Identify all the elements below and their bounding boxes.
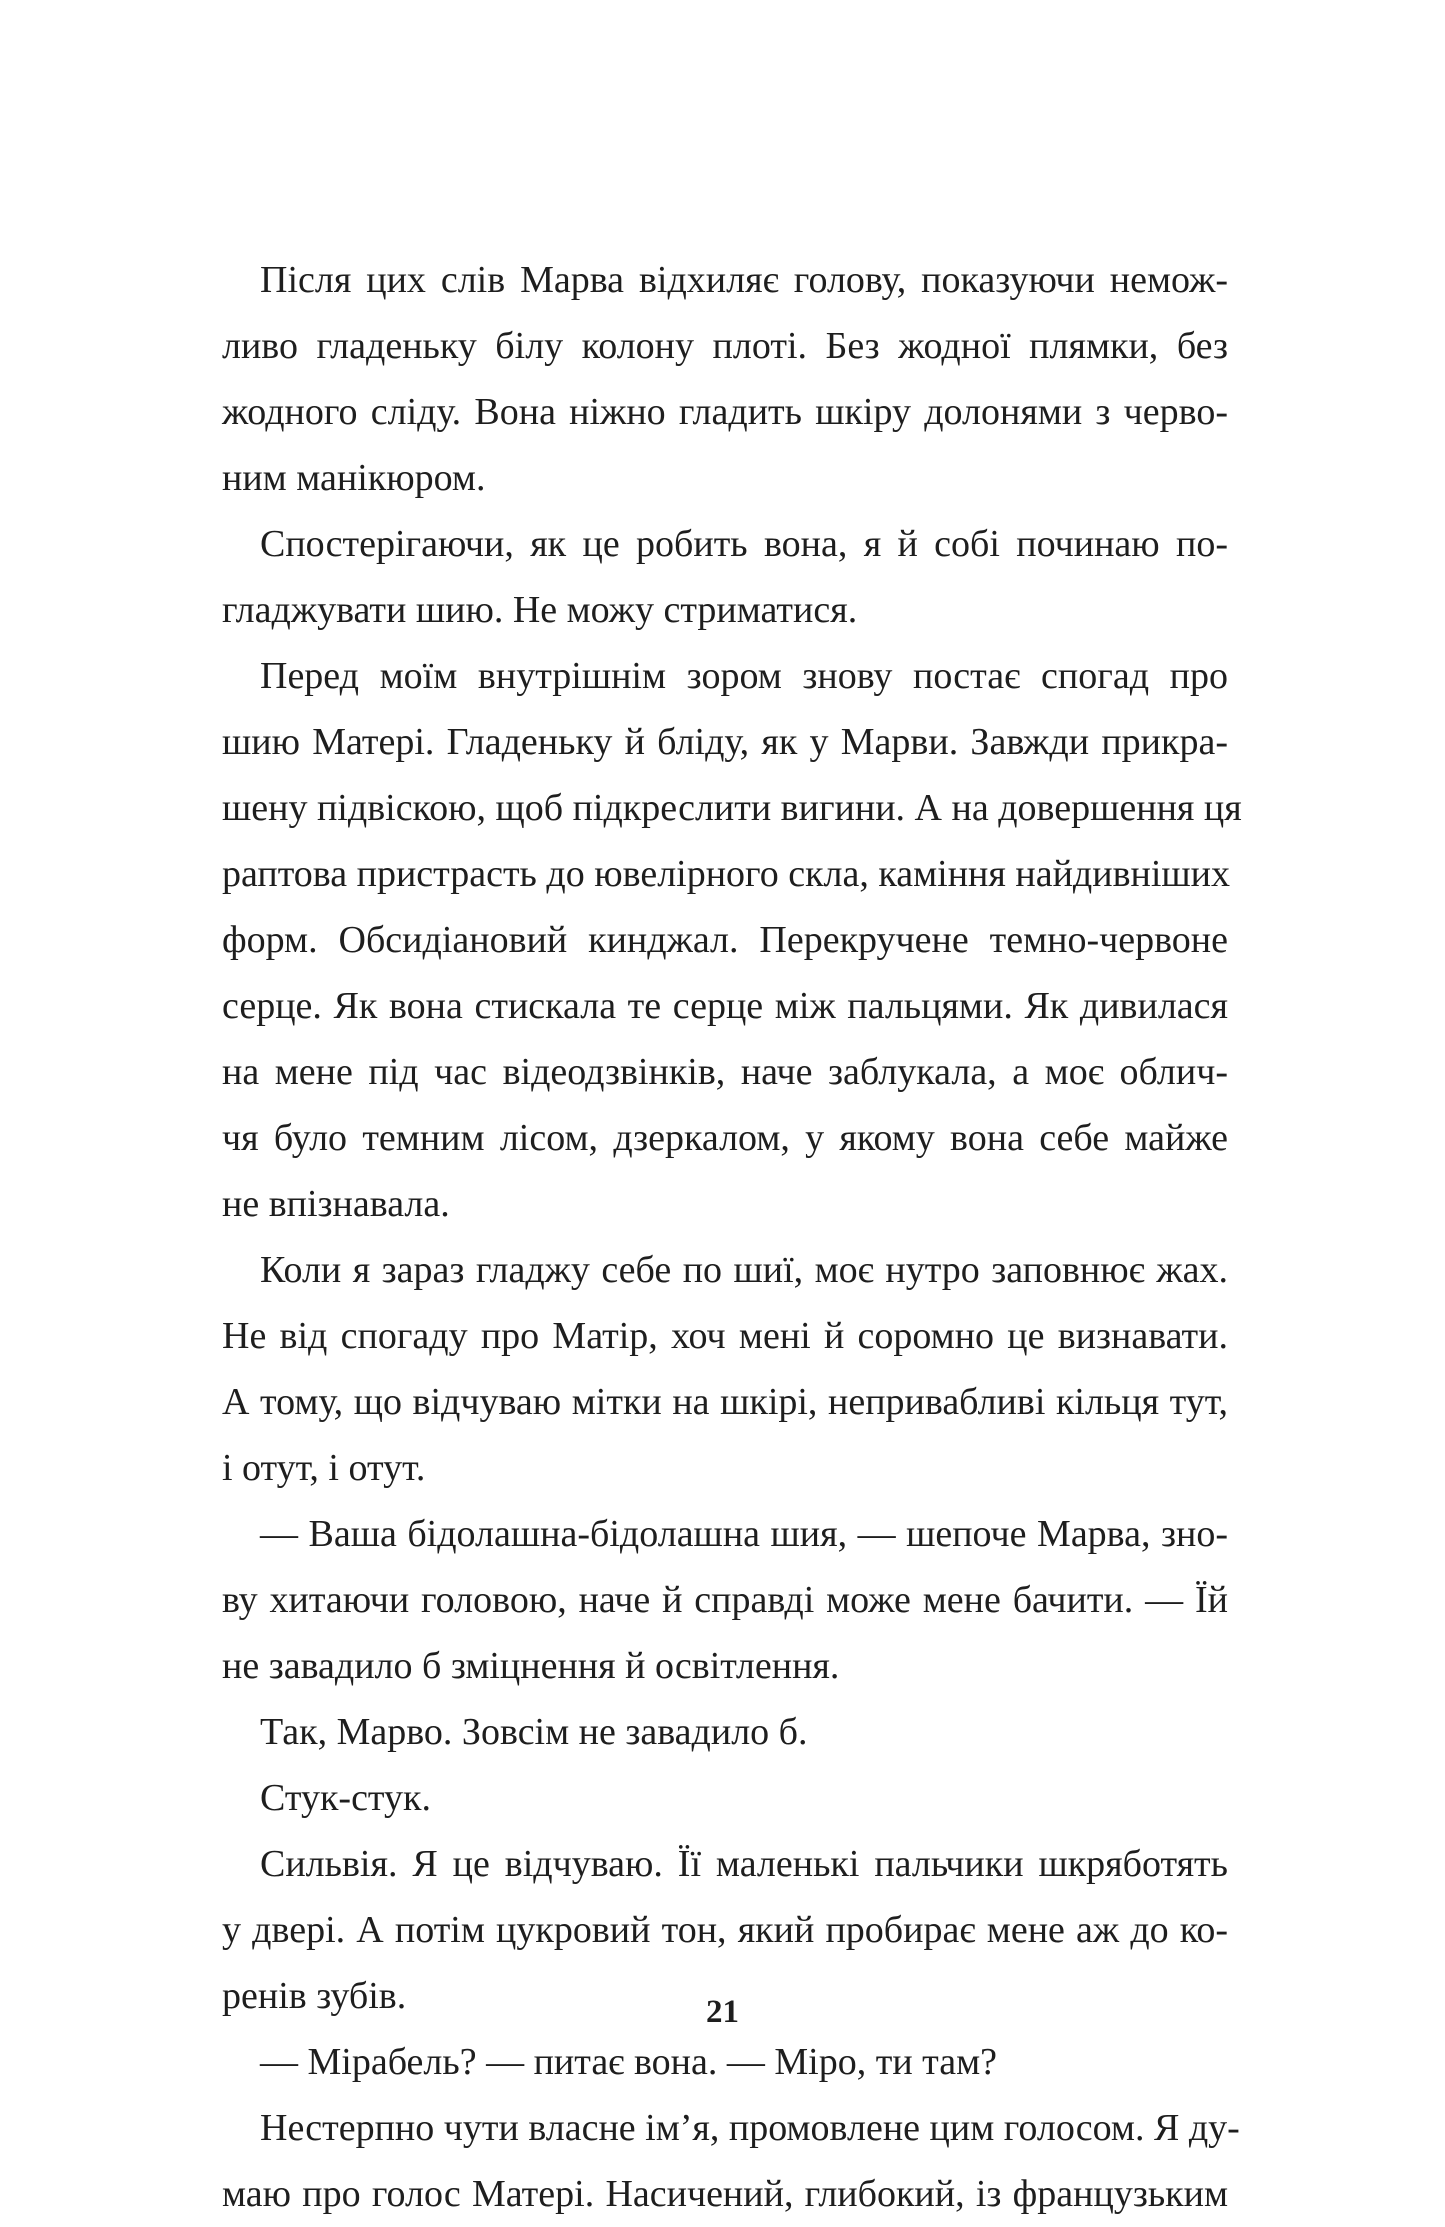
text-line: ренів зубів. (222, 1975, 407, 2017)
text-line: А тому, що відчуваю мітки на шкірі, непривабливі кільця тут, (222, 1381, 1228, 1423)
text-line: на мене під час відеодзвінків, наче заблукала, а моє облич- (222, 1051, 1228, 1093)
body-text (222, 247, 1242, 2227)
text-line: маю про голос Матері. Насичений, глибокий, із французьким (222, 2173, 1228, 2215)
text-line: гладжувати шию. Не можу стриматися. (222, 589, 858, 631)
text-line: у двері. А потім цукровий тон, який пробирає мене аж до ко- (222, 1909, 1228, 1951)
text-line: не завадило б зміцнення й освітлення. (222, 1645, 840, 1687)
text-line: чя було темним лісом, дзеркалом, у якому вона себе майже (222, 1117, 1228, 1159)
text-line: і отут, і отут. (222, 1447, 426, 1489)
text-line: — Мірабель? — питає вона. — Міро, ти там? (260, 2041, 998, 2083)
text-line: Нестерпно чути власне ім’я, промовлене цим голосом. Я ду- (260, 2107, 1240, 2149)
text-line: серце. Як вона стискала те серце між пальцями. Як дивилася (222, 985, 1228, 1027)
text-line: — Ваша бідолашна-бідолашна шия, — шепоче Марва, зно- (260, 1513, 1228, 1555)
text-line: Не від спогаду про Матір, хоч мені й соромно це визнавати. (222, 1315, 1228, 1357)
text-line: Сильвія. Я це відчуваю. Її маленькі пальчики шкряботять (260, 1843, 1228, 1885)
text-line: Так, Марво. Зовсім не завадило б. (260, 1711, 808, 1753)
text-line: Перед моїм внутрішнім зором знову постає спогад про (260, 655, 1228, 697)
text-line: жодного сліду. Вона ніжно гладить шкіру долонями з черво- (222, 391, 1228, 433)
text-line: шию Матері. Гладеньку й бліду, як у Марви. Завжди прикра- (222, 721, 1228, 763)
text-line: ливо гладеньку білу колону плоті. Без жодної плямки, без (222, 325, 1228, 367)
text-line: Стук-стук. (260, 1777, 431, 1819)
text-line: ним манікюром. (222, 457, 486, 499)
text-line: шену підвіскою, щоб підкреслити вигини. А на довершення ця (222, 787, 1242, 829)
text-line: ву хитаючи головою, наче й справді може мене бачити. — Їй (222, 1579, 1228, 1621)
text-line: Спостерігаючи, як це робить вона, я й собі починаю по- (260, 523, 1228, 565)
text-line: форм. Обсидіановий кинджал. Перекручене темно-червоне (222, 919, 1228, 961)
text-line: Коли я зараз гладжу себе по шиї, моє нутро заповнює жах. (260, 1249, 1228, 1291)
text-line: раптова пристрасть до ювелірного скла, каміння найдивніших (222, 853, 1231, 895)
text-line: Після цих слів Марва відхиляє голову, показуючи немож- (260, 259, 1228, 301)
text-line: не впізнавала. (222, 1183, 450, 1225)
page-number: 21 (706, 1994, 739, 2030)
